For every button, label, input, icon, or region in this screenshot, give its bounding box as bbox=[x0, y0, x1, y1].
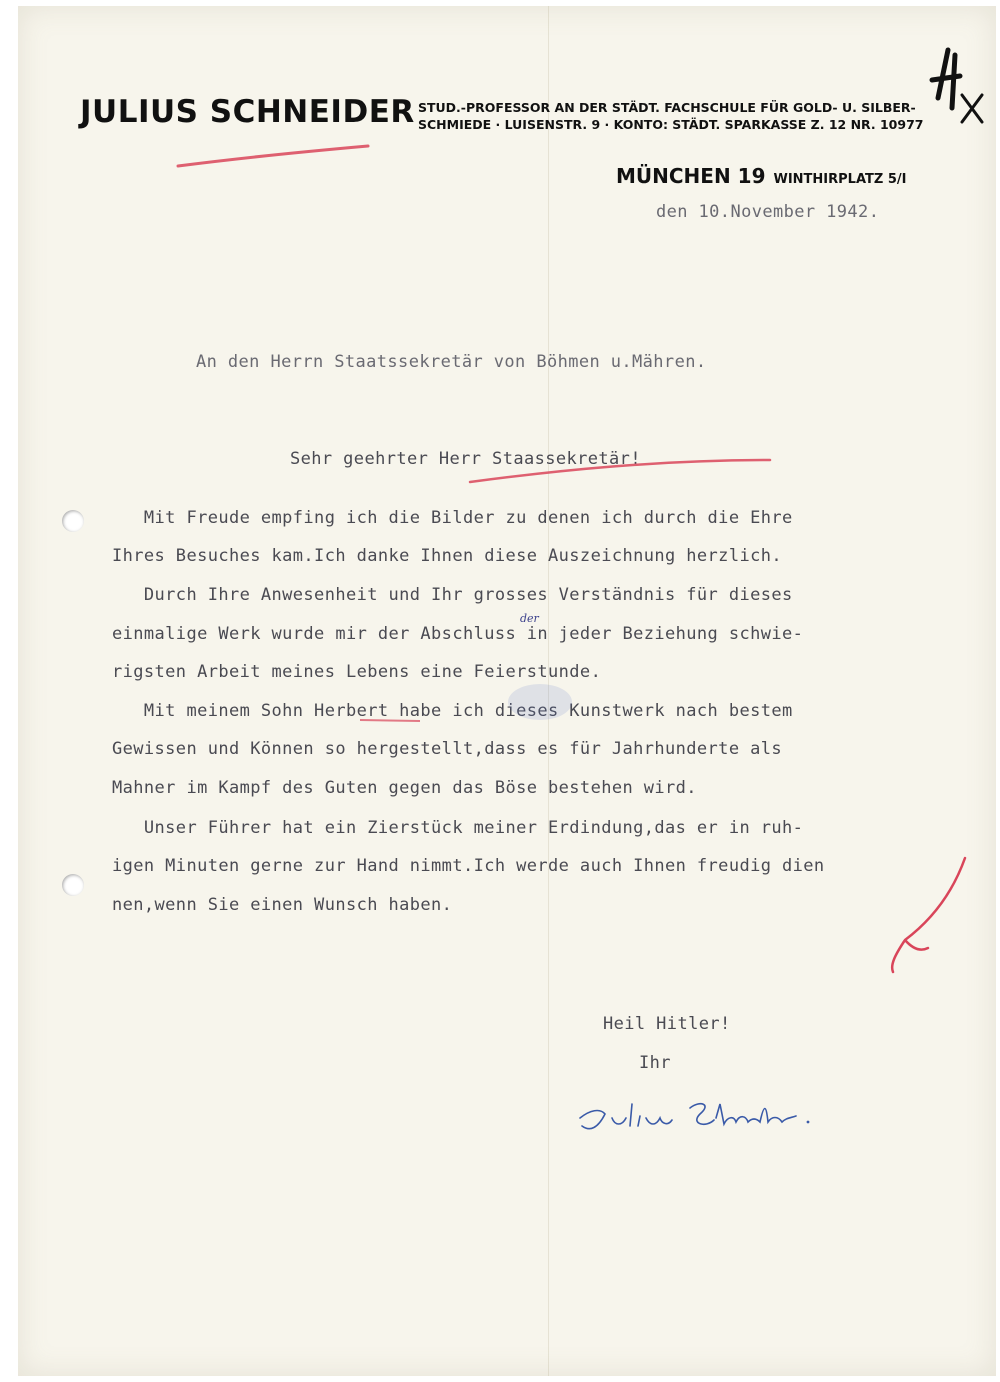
body-line: Mahner im Kampf des Guten gegen das Böse bestehen wird. bbox=[112, 778, 697, 798]
salutation: Sehr geehrter Herr Staassekretär! bbox=[290, 449, 641, 469]
letter-date: den 10.November 1942. bbox=[656, 202, 880, 222]
closing-greeting: Heil Hitler! bbox=[603, 1014, 731, 1034]
street: WINTHIRPLATZ 5/I bbox=[773, 172, 907, 187]
letterhead-name: JULIUS SCHNEIDER bbox=[80, 94, 415, 130]
body-line: Gewissen und Können so hergestellt,dass es für Jahrhunderte als bbox=[112, 739, 782, 759]
handwritten-insertion: der bbox=[520, 612, 539, 625]
body-line: igen Minuten gerne zur Hand nimmt.Ich werde auch Ihnen freudig dien bbox=[112, 856, 825, 876]
addressee: An den Herrn Staatssekretär von Böhmen u.Mähren. bbox=[196, 352, 707, 372]
red-check-mark bbox=[892, 858, 965, 972]
body-line: Durch Ihre Anwesenheit und Ihr grosses Verständnis für dieses bbox=[112, 585, 793, 605]
red-underline bbox=[360, 720, 420, 721]
body-line: Mit meinem Sohn Herbert habe ich dieses Kunstwerk nach bestem bbox=[112, 701, 793, 721]
body-line: Unser Führer hat ein Zierstück meiner Erdindung,das er in ruh- bbox=[112, 818, 804, 838]
body-line: nen,wenn Sie einen Wunsch haben. bbox=[112, 895, 453, 915]
body-line: einmalige Werk wurde mir der Abschluss in jeder Beziehung schwie- bbox=[112, 624, 804, 644]
stamp-remnant bbox=[508, 684, 572, 720]
body-line: Ihres Besuches kam.Ich danke Ihnen diese Auszeichnung herzlich. bbox=[112, 546, 782, 566]
body-line: Mit Freude empfing ich die Bilder zu denen ich durch die Ehre bbox=[112, 508, 793, 528]
red-underline bbox=[178, 146, 368, 166]
signature bbox=[580, 1104, 809, 1129]
red-underline bbox=[470, 460, 770, 482]
letterhead-line-1: STUD.-PROFESSOR AN DER STÄDT. FACHSCHULE FÜR GOLD- U. SILBER- bbox=[418, 100, 916, 115]
closing-ihr: Ihr bbox=[639, 1053, 671, 1073]
letterhead-line-2: SCHMIEDE · LUISENSTR. 9 · KONTO: STÄDT. SPARKASSE Z. 12 NR. 10977 bbox=[418, 117, 924, 132]
body-line: rigsten Arbeit meines Lebens eine Feierstunde. bbox=[112, 662, 602, 682]
archive-mark bbox=[932, 50, 982, 122]
city: MÜNCHEN 19 bbox=[616, 164, 766, 188]
